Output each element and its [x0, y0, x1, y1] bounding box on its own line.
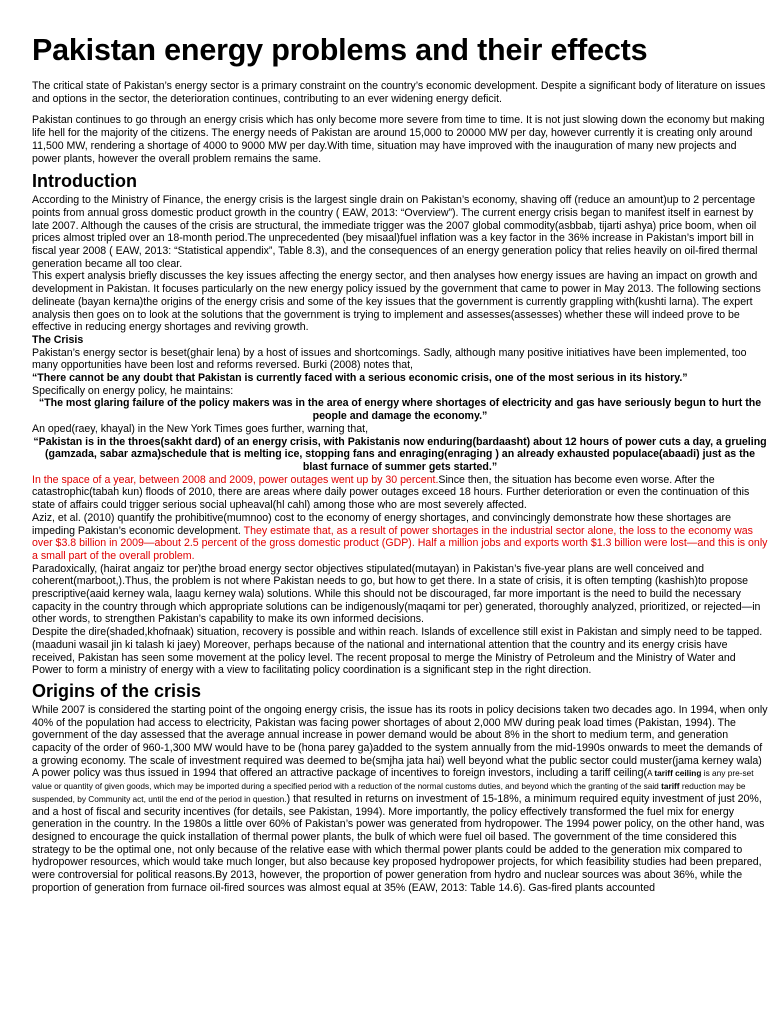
definition-text: is any pre-set value or quantity of given goods, which may be imported during a specified period with a reduction of the normal customs duties, and beyond which the granting of the said — [32, 768, 754, 792]
quote-burki-1: “There cannot be any doubt that Pakistan is currently faced with a serious economic crisis, one of the most serious in its history.” — [32, 372, 688, 385]
crisis-paragraph: Despite the dire(shaded,khofnaak) situation, recovery is possible and within reach. Islands of excellence still exist in Pakistan and simply need to be tapped.(maaduni wasail jin ki talash ki jaey) Moreover, perhaps because of the national and international attention that the country and its energy crisis have received, Pakistan has seen some movement at the policy level. The recent proposal to merge the Ministry of Petroleum and the Ministry of Water and Power to form a ministry of energy with a view to facilitating policy coordination is a significant step in the right direction. — [32, 626, 763, 677]
definition-text: A — [647, 768, 655, 779]
highlight-red: They estimate that, as a result of power shortages in the industrial sector alone, the loss to the economy was over $3.8 billion in 2009—about 2.5 percent of the gross domestic product (GDP). Half a million jobs and exports worth $1.3 billion were lost—and this is only a small part of the overall problem. — [32, 524, 768, 562]
origins-paragraph: While 2007 is considered the starting point of the ongoing energy crisis, the issue has its roots in policy decisions taken two decades ago. In 1994, when only 40% of the population had access to electricity, Pakistan was facing power shortages of about 2,000 MW during peak load times (Pakistan, 1994). The government of the day assessed that the average annual increase in power demand would be about 8% in the short to medium term, and generation capacity of the order of 960-1,300 MW would have to be (hona parey ga)added to the system annually from the mid-1990s onwards to meet the demands of a growing economy. The scale of investment required was deemed to be(smjha jata hai) well beyond what the public sector could muster(jama kerney wala) — [32, 703, 768, 767]
crisis-text: Aziz, et al. (2010) quantify the prohibitive(mumnoo) cost to the economy of energy shortages, and convincingly demonstrate how these shortages are impeding Pakistan’s economic development. — [32, 511, 731, 537]
section-heading-introduction: Introduction — [32, 171, 137, 192]
intro-paragraph: The critical state of Pakistan’s energy sector is a primary constraint on the country’s economic development. Despite a significant body of literature on issues and options in the sector, the deterioration continues, contributing to an ever widening energy deficit. — [32, 80, 766, 105]
crisis-paragraph: Pakistan’s energy sector is beset(ghair lena) by a host of issues and shortcomings. Sadly, although many positive initiatives have been implemented, too many opportunities have been lost and reforms reversed. Burki (2008) notes that, — [32, 346, 747, 372]
origins-text: A power policy was thus issued in 1994 that offered an attractive package of incentives to foreign investors, including a tariff ceiling( — [32, 767, 647, 780]
section-heading-origins: Origins of the crisis — [32, 680, 202, 701]
crisis-paragraph: Paradoxically, (hairat angaiz tor per)the broad energy sector objectives stipulated(mutayan) in Pakistan’s five-year plans are well conceived and coherent(marboot,).Thus, the problem is not where Pakistan needs to go, but how to get there. In a state of crisis, it is often tempting (kashish)to propose prescriptive(aaid kerney wala, laagu kerney wala) solutions. While this should not be discouraged, far more important is the need to build the necessary capacity in the country through which appropriate solutions can be indigenously(maqami tor per) generated, thoroughly analyzed, prioritized, or rejected—in other words, to strengthen Pakistan’s capability to make its own informed decisions. — [32, 562, 761, 626]
highlight-red: In the space of a year, between 2008 and 2009, power outages went up by 30 percent. — [32, 473, 439, 486]
crisis-text: Since then, the situation has become even worse. After the catastrophic(tabah kun) floods of 2010, there are areas where daily power outages exceed 18 hours. Further deterioration or even the continuation of this state of affairs could trigger serious social upheaval(hl cahl) among those who are most severely affected. — [32, 473, 750, 512]
introduction-paragraph: According to the Ministry of Finance, the energy crisis is the largest single drain on Pakistan’s economy, shaving off (reduce an amount)up to 2 percentage points from annual gross domestic product growth in the country ( EAW, 2013: “Overview”). The current energy crisis began to manifest itself in earnest by late 2007. Although the causes of the crisis are structural, the immediate trigger was the 2007 global commodity(asbbab, tijarti ashya) price boom, when oil prices almost tripled over an 18-month period.The unprecedented (bey misaal)fuel inflation was a key factor in the 36% increase in Pakistan’s import bill in fiscal year 2008 ( EAW, 2013: “Statistical appendix”, Table 8.3), and the consequences of an energy generation policy that relies heavily on oil-fired thermal generation became all too clear. — [32, 194, 758, 270]
subheading-the-crisis: The Crisis — [32, 333, 84, 346]
quote-nyt: “Pakistan is in the throes(sakht dard) of an energy crisis, with Pakistanis now enduring(bardaasht) about 12 hours of power cuts a day, a grueling (gamzada, sabar azma)schedule that is melting ice, stopping fans and enraging(enraging ) an already exhausted populace(abaadi) just as the blast furnace of summer gets started.” — [33, 435, 767, 473]
quote-burki-2: “The most glaring failure of the policy makers was in the area of energy where shortages of electricity and gas have seriously begun to hurt the people and damage the economy.” — [38, 397, 762, 423]
crisis-paragraph — [32, 512, 768, 563]
intro-paragraph: Pakistan continues to go through an energy crisis which has only become more severe from time to time. It is not just slowing down the economy but making life hell for the majority of the citizens. The energy needs of Pakistan are around 15,000 to 20000 MW per day, however currently it is creating only around 11,500 MW, rendering a shortage of 4000 to 9000 MW per day.With time, situation may have improved with the inauguration of many new projects and power plants, however the overall problem remains the same. — [32, 114, 765, 165]
origins-paragraph — [32, 767, 768, 894]
crisis-paragraph: An oped(raey, khayal) in the New York Times goes further, warning that, — [32, 422, 369, 435]
introduction-paragraph: This expert analysis briefly discusses the key issues affecting the energy sector, and then analyses how energy issues are having an impact on growth and development in Pakistan. It focuses particularly on the new energy policy issued by the government that came to power in May 2013. The following sections delineate (bayan kerna)the origins of the energy crisis and some of the key issues that the government is currently grappling with(kushti larna). The expert analysis then goes on to look at the solutions that the government is trying to implement and assesses(assesses) whether these will indeed prove to be effective in reducing energy shortages and reviving growth. — [32, 270, 761, 334]
definition-term: tariff — [661, 781, 680, 792]
crisis-paragraph: Specifically on energy policy, he maintains: — [32, 384, 234, 397]
page-title: Pakistan energy problems and their effects — [32, 33, 648, 67]
crisis-paragraph — [32, 474, 768, 512]
origins-text: ) that resulted in returns on investment of 15-18%, a minimum required equity investment of just 20%, and a host of fiscal and security incentives (for details, see Pakistan, 1994). More importantly, the policy effectively transformed the fuel mix for energy generation in the country. In the 1980s a little over 60% of Pakistan’s power was generated from hydropower. The 1994 power policy, on the other hand, was designed to encourage the quick installation of thermal power plants, the bulk of which were fuel oil based. The government of the time considered this strategy to be the optimal one, not only because of the relative ease with which thermal power plants could be added to the generation mix compared to hydropower resources, which would take much longer, but also because key proposed hydropower projects, for which feasibility studies had been prepared, were controversial for political reasons.By 2013, however, the proportion of power generation from hydro and nuclear sources was about 36%, while the proportion of generation from furnace oil-fired sources was almost equal at 35% (EAW, 2013: Table 14.6). Gas-fired plants accounted — [32, 792, 765, 894]
definition-text: reduction may be suspended, by Community act, until the end of the period in question. — [32, 781, 746, 804]
paragraph-gap — [32, 105, 768, 114]
definition-term: tariff ceiling — [654, 768, 702, 779]
